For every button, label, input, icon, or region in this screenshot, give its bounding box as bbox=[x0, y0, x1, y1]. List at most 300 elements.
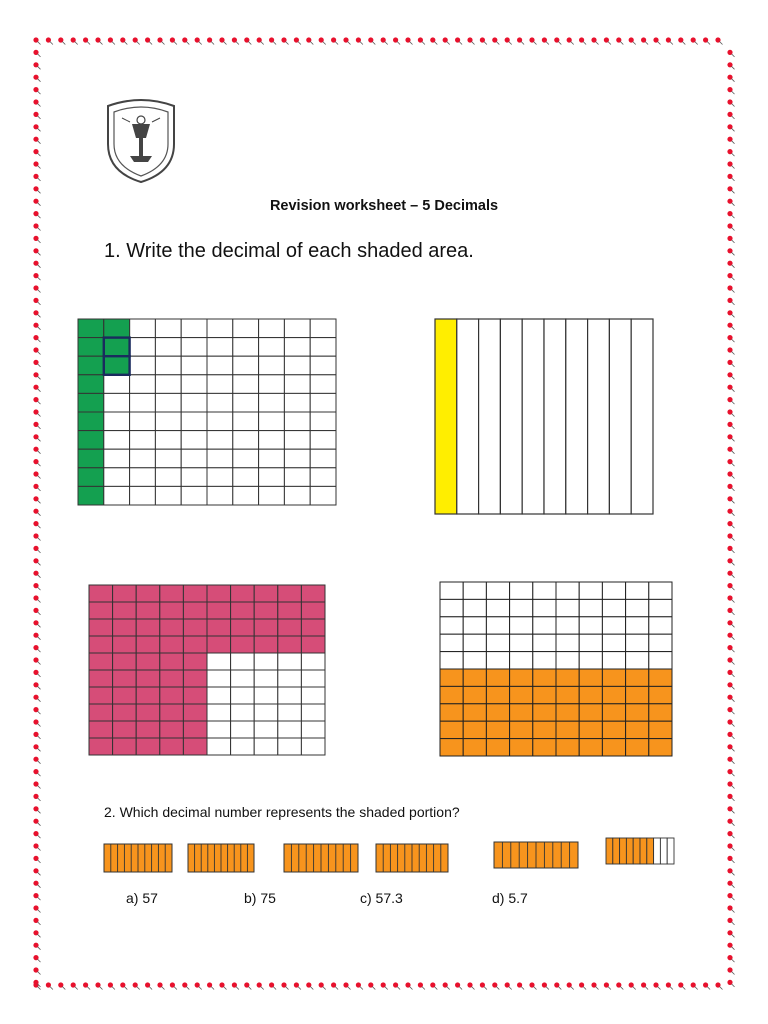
shaded-cell bbox=[113, 653, 137, 670]
grid-cell bbox=[130, 486, 156, 505]
grid-cell bbox=[181, 375, 207, 394]
grid-cell bbox=[278, 704, 302, 721]
grid-cell bbox=[626, 617, 649, 634]
grid-cell bbox=[301, 721, 325, 738]
border-dot bbox=[33, 781, 40, 788]
grid-cell bbox=[284, 393, 310, 412]
border-dot bbox=[727, 893, 734, 900]
border-dot bbox=[455, 982, 462, 989]
grid-cell bbox=[556, 617, 579, 634]
shaded-cell bbox=[136, 670, 160, 687]
shaded-cell bbox=[160, 687, 184, 704]
grid-cell bbox=[649, 582, 672, 599]
grid-cell bbox=[181, 393, 207, 412]
border-dot bbox=[467, 37, 474, 44]
border-dot bbox=[727, 918, 734, 925]
shaded-cell bbox=[278, 602, 302, 619]
grid-cell bbox=[130, 338, 156, 357]
border-dot bbox=[356, 37, 363, 44]
shaded-cell bbox=[533, 686, 556, 703]
shaded-cell bbox=[160, 653, 184, 670]
border-dot bbox=[455, 37, 462, 44]
shaded-cell bbox=[463, 704, 486, 721]
grid-cell bbox=[155, 431, 181, 450]
border-dot bbox=[33, 335, 40, 342]
border-dot bbox=[691, 37, 698, 44]
border-dot bbox=[727, 905, 734, 912]
border-dot bbox=[579, 37, 586, 44]
grid-cell bbox=[602, 652, 625, 669]
highlighted-cell bbox=[104, 338, 130, 357]
grid-cell bbox=[155, 356, 181, 375]
grid-cell bbox=[155, 338, 181, 357]
grid-cell bbox=[233, 393, 259, 412]
border-dot bbox=[33, 372, 40, 379]
grid-cell bbox=[155, 393, 181, 412]
grid-cell bbox=[579, 599, 602, 616]
grid-cell bbox=[233, 319, 259, 338]
grid-cell bbox=[130, 412, 156, 431]
shaded-cell bbox=[510, 721, 533, 738]
partial-empty-segment bbox=[654, 838, 661, 864]
grid-cell bbox=[181, 338, 207, 357]
shaded-cell bbox=[78, 338, 104, 357]
shaded-cell bbox=[113, 670, 137, 687]
border-dot bbox=[294, 982, 301, 989]
border-dot bbox=[108, 982, 115, 989]
border-dot bbox=[727, 943, 734, 950]
grid-cell bbox=[579, 652, 602, 669]
grid-cell bbox=[231, 653, 255, 670]
border-dot bbox=[567, 37, 574, 44]
border-dot bbox=[33, 732, 40, 739]
border-dot bbox=[331, 37, 338, 44]
border-dot bbox=[727, 62, 734, 69]
border-dot bbox=[727, 87, 734, 94]
shaded-cell bbox=[113, 687, 137, 704]
border-dot bbox=[120, 37, 127, 44]
border-dot bbox=[653, 982, 660, 989]
border-dot bbox=[195, 982, 202, 989]
grid-cell bbox=[278, 670, 302, 687]
shaded-cell bbox=[254, 602, 278, 619]
border-dot bbox=[727, 682, 734, 689]
grid-cell bbox=[130, 356, 156, 375]
grid-cell bbox=[602, 617, 625, 634]
border-dot bbox=[727, 447, 734, 454]
border-dot bbox=[678, 982, 685, 989]
pink-hundred-grid bbox=[89, 585, 327, 757]
shaded-cell bbox=[254, 585, 278, 602]
shaded-cell bbox=[113, 738, 137, 755]
border-dot bbox=[319, 37, 326, 44]
shaded-cell bbox=[136, 653, 160, 670]
border-dot bbox=[356, 982, 363, 989]
shaded-cell bbox=[626, 721, 649, 738]
shaded-cell bbox=[463, 721, 486, 738]
question-1: 1. Write the decimal of each shaded area. bbox=[104, 240, 474, 262]
border-dot bbox=[653, 37, 660, 44]
grid-cell bbox=[463, 617, 486, 634]
shaded-cell bbox=[602, 721, 625, 738]
shaded-cell bbox=[89, 738, 113, 755]
border-dot bbox=[207, 982, 214, 989]
border-dot bbox=[727, 186, 734, 193]
border-dot bbox=[33, 620, 40, 627]
border-dot bbox=[727, 360, 734, 367]
grid-cell bbox=[207, 319, 233, 338]
grid-cell bbox=[649, 652, 672, 669]
grid-cell bbox=[104, 412, 130, 431]
border-dot bbox=[33, 806, 40, 813]
border-dot bbox=[727, 385, 734, 392]
border-dot bbox=[120, 982, 127, 989]
border-dot bbox=[727, 645, 734, 652]
grid-cell bbox=[155, 319, 181, 338]
border-dot bbox=[33, 50, 40, 57]
shaded-cell bbox=[89, 670, 113, 687]
strip bbox=[631, 319, 653, 514]
border-dot bbox=[33, 459, 40, 466]
grid-cell bbox=[284, 338, 310, 357]
border-dot bbox=[33, 558, 40, 565]
border-dot bbox=[381, 982, 388, 989]
shaded-cell bbox=[301, 619, 325, 636]
border-dot bbox=[306, 37, 313, 44]
strip bbox=[609, 319, 631, 514]
border-dot bbox=[46, 37, 53, 44]
border-dot bbox=[641, 982, 648, 989]
grid-cell bbox=[207, 375, 233, 394]
border-dot bbox=[727, 471, 734, 478]
border-dot bbox=[727, 819, 734, 826]
border-dot bbox=[33, 546, 40, 553]
grid-cell bbox=[254, 687, 278, 704]
border-dot bbox=[727, 112, 734, 119]
shaded-cell bbox=[440, 669, 463, 686]
grid-cell bbox=[259, 431, 285, 450]
shaded-cell bbox=[510, 669, 533, 686]
border-dot bbox=[58, 37, 65, 44]
border-dot bbox=[157, 37, 164, 44]
shaded-cell bbox=[254, 619, 278, 636]
grid-cell bbox=[310, 412, 336, 431]
border-dot bbox=[727, 50, 734, 57]
strip bbox=[522, 319, 544, 514]
option-a[interactable]: a) 57 bbox=[126, 890, 158, 906]
grid-cell bbox=[130, 449, 156, 468]
border-dot bbox=[33, 595, 40, 602]
grid-cell bbox=[259, 393, 285, 412]
border-dot bbox=[418, 982, 425, 989]
grid-cell bbox=[284, 375, 310, 394]
shaded-cell bbox=[463, 669, 486, 686]
grid-cell bbox=[207, 338, 233, 357]
border-dot bbox=[715, 982, 722, 989]
border-dot bbox=[257, 982, 264, 989]
shaded-cell bbox=[579, 721, 602, 738]
shaded-cell bbox=[602, 739, 625, 756]
border-dot bbox=[616, 982, 623, 989]
grid-cell bbox=[278, 653, 302, 670]
border-dot bbox=[727, 930, 734, 937]
border-dot bbox=[33, 509, 40, 516]
border-dot bbox=[33, 918, 40, 925]
border-dot bbox=[343, 982, 350, 989]
shaded-cell bbox=[440, 686, 463, 703]
shaded-cell bbox=[113, 602, 137, 619]
partial-shaded-segment bbox=[620, 838, 627, 864]
border-dot bbox=[443, 982, 450, 989]
border-dot bbox=[727, 608, 734, 615]
border-dot bbox=[33, 819, 40, 826]
border-dot bbox=[727, 248, 734, 255]
shaded-cell bbox=[183, 653, 207, 670]
border-dot bbox=[33, 471, 40, 478]
border-dot bbox=[727, 323, 734, 330]
border-dot bbox=[232, 982, 239, 989]
border-dot bbox=[517, 982, 524, 989]
border-dot bbox=[71, 982, 78, 989]
border-dot bbox=[33, 955, 40, 962]
border-dot bbox=[727, 335, 734, 342]
border-dot bbox=[83, 37, 90, 44]
grid-cell bbox=[259, 486, 285, 505]
grid-cell bbox=[626, 652, 649, 669]
border-dot bbox=[727, 285, 734, 292]
border-dot bbox=[33, 422, 40, 429]
border-dot bbox=[727, 695, 734, 702]
border-dot bbox=[727, 223, 734, 230]
shaded-cell bbox=[89, 585, 113, 602]
border-dot bbox=[33, 248, 40, 255]
shaded-cell bbox=[278, 619, 302, 636]
partial-shaded-segment bbox=[633, 838, 640, 864]
border-dot bbox=[727, 99, 734, 106]
grid-cell bbox=[284, 412, 310, 431]
border-dot bbox=[33, 533, 40, 540]
grid-cell bbox=[440, 599, 463, 616]
border-dot bbox=[393, 37, 400, 44]
border-dot bbox=[727, 881, 734, 888]
grid-cell bbox=[310, 356, 336, 375]
partial-shaded-segment bbox=[647, 838, 654, 864]
border-dot bbox=[145, 982, 152, 989]
shaded-cell bbox=[510, 704, 533, 721]
shaded-cell bbox=[602, 704, 625, 721]
grid-cell bbox=[104, 486, 130, 505]
shaded-cell bbox=[89, 602, 113, 619]
border-dot bbox=[95, 982, 102, 989]
border-dot bbox=[393, 982, 400, 989]
shaded-cell bbox=[231, 602, 255, 619]
shaded-cell bbox=[160, 619, 184, 636]
border-dot bbox=[33, 496, 40, 503]
strip bbox=[479, 319, 501, 514]
border-dot bbox=[33, 112, 40, 119]
grid-cell bbox=[231, 721, 255, 738]
border-dot bbox=[381, 37, 388, 44]
shaded-cell bbox=[160, 738, 184, 755]
option-c[interactable]: c) 57.3 bbox=[360, 890, 403, 906]
grid-cell bbox=[207, 670, 231, 687]
border-dot bbox=[727, 137, 734, 144]
border-dot bbox=[727, 546, 734, 553]
border-dot bbox=[529, 37, 536, 44]
border-dot bbox=[727, 794, 734, 801]
grid-cell bbox=[284, 319, 310, 338]
shaded-cell bbox=[78, 356, 104, 375]
border-dot bbox=[244, 37, 251, 44]
border-dot bbox=[33, 831, 40, 838]
border-dot bbox=[33, 223, 40, 230]
grid-cell bbox=[254, 721, 278, 738]
grid-cell bbox=[579, 582, 602, 599]
shaded-cell bbox=[89, 704, 113, 721]
border-dot bbox=[182, 982, 189, 989]
option-b[interactable]: b) 75 bbox=[244, 890, 276, 906]
grid-cell bbox=[207, 356, 233, 375]
shaded-cell bbox=[136, 721, 160, 738]
shaded-cell bbox=[104, 319, 130, 338]
grid-cell bbox=[510, 617, 533, 634]
shaded-cell bbox=[136, 704, 160, 721]
grid-cell bbox=[533, 617, 556, 634]
shaded-cell bbox=[510, 739, 533, 756]
border-dot bbox=[405, 982, 412, 989]
border-dot bbox=[579, 982, 586, 989]
grid-cell bbox=[649, 599, 672, 616]
shaded-cell bbox=[160, 602, 184, 619]
grid-cell bbox=[533, 582, 556, 599]
border-dot bbox=[727, 496, 734, 503]
shaded-cell bbox=[183, 636, 207, 653]
worksheet-title: Revision worksheet – 5 Decimals bbox=[269, 198, 499, 214]
border-dot bbox=[33, 744, 40, 751]
border-dot bbox=[170, 37, 177, 44]
border-dot bbox=[727, 843, 734, 850]
grid-cell bbox=[440, 617, 463, 634]
border-dot bbox=[418, 37, 425, 44]
grid-cell bbox=[301, 670, 325, 687]
border-dot bbox=[33, 843, 40, 850]
grid-cell bbox=[510, 634, 533, 651]
shaded-cell bbox=[231, 636, 255, 653]
grid-cell bbox=[626, 582, 649, 599]
grid-cell bbox=[254, 704, 278, 721]
border-dot bbox=[727, 657, 734, 664]
border-dot bbox=[727, 707, 734, 714]
grid-cell bbox=[301, 704, 325, 721]
grid-cell bbox=[649, 617, 672, 634]
shaded-cell bbox=[113, 619, 137, 636]
border-dot bbox=[33, 236, 40, 243]
border-dot bbox=[727, 719, 734, 726]
border-dot bbox=[727, 422, 734, 429]
shaded-cell bbox=[649, 721, 672, 738]
grid-cell bbox=[130, 375, 156, 394]
border-dot bbox=[727, 310, 734, 317]
shaded-cell bbox=[89, 687, 113, 704]
question-2: 2. Which decimal number represents the shaded portion? bbox=[104, 804, 460, 820]
grid-cell bbox=[310, 449, 336, 468]
border-dot bbox=[319, 982, 326, 989]
shaded-cell bbox=[183, 670, 207, 687]
shaded-cell bbox=[533, 739, 556, 756]
grid-cell bbox=[254, 653, 278, 670]
border-dot bbox=[727, 769, 734, 776]
grid-cell bbox=[556, 634, 579, 651]
strip bbox=[500, 319, 522, 514]
option-d[interactable]: d) 5.7 bbox=[492, 890, 528, 906]
border-dot bbox=[33, 385, 40, 392]
border-dot bbox=[207, 37, 214, 44]
grid-cell bbox=[207, 721, 231, 738]
border-dot bbox=[33, 645, 40, 652]
grid-cell bbox=[301, 687, 325, 704]
grid-cell bbox=[310, 431, 336, 450]
border-dot bbox=[33, 409, 40, 416]
border-dot bbox=[727, 509, 734, 516]
border-dot bbox=[480, 982, 487, 989]
grid-cell bbox=[486, 617, 509, 634]
grid-cell bbox=[259, 449, 285, 468]
shaded-cell bbox=[89, 636, 113, 653]
border-dot bbox=[170, 982, 177, 989]
shaded-cell bbox=[160, 585, 184, 602]
border-dot bbox=[591, 982, 598, 989]
border-dot bbox=[33, 769, 40, 776]
border-dot bbox=[331, 982, 338, 989]
border-dot bbox=[727, 583, 734, 590]
shaded-cell bbox=[556, 721, 579, 738]
grid-cell bbox=[104, 393, 130, 412]
shaded-cell bbox=[113, 721, 137, 738]
border-dot bbox=[727, 409, 734, 416]
border-dot bbox=[33, 794, 40, 801]
border-dot bbox=[33, 397, 40, 404]
grid-cell bbox=[310, 393, 336, 412]
border-dot bbox=[33, 261, 40, 268]
grid-cell bbox=[579, 617, 602, 634]
border-dot bbox=[269, 37, 276, 44]
border-dot bbox=[430, 982, 437, 989]
shaded-cell bbox=[89, 653, 113, 670]
border-dot bbox=[58, 982, 65, 989]
grid-cell bbox=[130, 319, 156, 338]
border-dot bbox=[629, 982, 636, 989]
border-dot bbox=[666, 982, 673, 989]
grid-cell bbox=[602, 634, 625, 651]
border-dot bbox=[33, 930, 40, 937]
border-dot bbox=[294, 37, 301, 44]
shaded-cell bbox=[556, 686, 579, 703]
grid-cell bbox=[233, 431, 259, 450]
shaded-cell bbox=[160, 636, 184, 653]
grid-cell bbox=[510, 652, 533, 669]
border-dot bbox=[33, 856, 40, 863]
border-dot bbox=[269, 982, 276, 989]
border-dot bbox=[33, 137, 40, 144]
border-dot bbox=[727, 174, 734, 181]
border-dot bbox=[505, 982, 512, 989]
grid-cell bbox=[181, 431, 207, 450]
grid-cell bbox=[278, 687, 302, 704]
border-dot bbox=[33, 868, 40, 875]
grid-cell bbox=[207, 468, 233, 487]
border-dot bbox=[33, 99, 40, 106]
border-dot bbox=[604, 982, 611, 989]
